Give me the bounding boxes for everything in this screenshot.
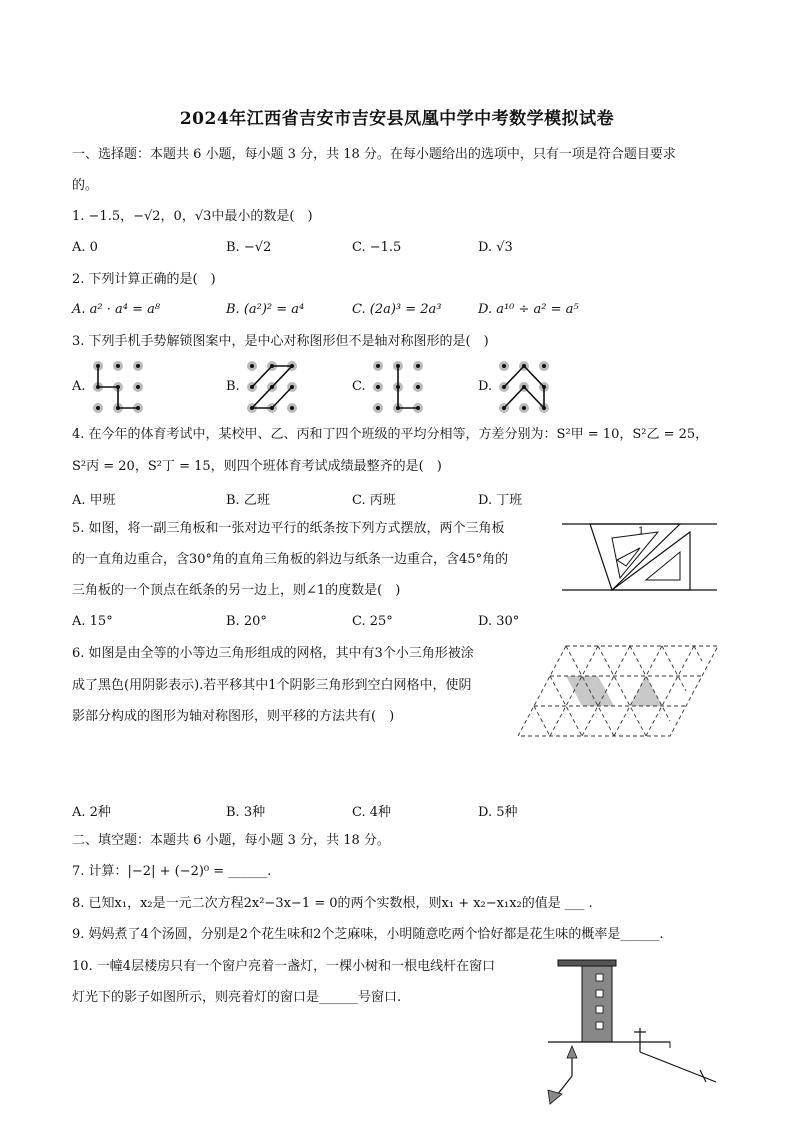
q6-stem-line3: 影部分构成的图形为轴对称图形，则平移的方法共有( )	[72, 709, 395, 724]
q2-option-c: C. (2a)³ = 2a³	[352, 302, 442, 317]
q1-option-c: C. −1.5	[352, 240, 402, 255]
q4-option-d: D. 丁班	[478, 493, 523, 508]
section1-heading-line2: 的。	[72, 178, 99, 193]
q5-triangle-rulers-figure	[562, 518, 722, 594]
q6-stem-line2: 成了黑色(用阴影表示).若平移其中1个阴影三角形到空白网格中，使阴	[72, 678, 472, 693]
q6-options	[72, 801, 672, 819]
q1-option-b: B. −√2	[226, 240, 272, 255]
q7-stem: 7. 计算：|−2| + (−2)⁰ = ______.	[72, 864, 272, 879]
q10-stem-line2: 灯光下的影子如图所示，则亮着灯的窗口是______号窗口.	[72, 990, 402, 1005]
q6-triangle-grid-figure	[518, 646, 724, 738]
q2-option-d: D. a¹⁰ ÷ a² = a⁵	[478, 302, 579, 317]
q6-option-d: D. 5种	[478, 805, 518, 820]
q5-option-a: A. 15°	[72, 614, 113, 629]
q3-pattern-d-figure	[494, 360, 554, 415]
q3-pattern-a-figure	[88, 360, 148, 415]
q3-option-b: B.	[226, 379, 240, 394]
q6-option-c: C. 4种	[352, 805, 392, 820]
q4-option-c: C. 丙班	[352, 493, 396, 508]
q5-option-d: D. 30°	[478, 614, 520, 629]
q3-stem: 3. 下列手机手势解锁图案中，是中心对称图形但不是轴对称图形的是( )	[72, 334, 489, 349]
section1-heading-line1: 一、选择题：本题共 6 小题，每小题 3 分，共 18 分。在每小题给出的选项中，只有一项是符合题目要求	[72, 147, 676, 162]
q9-stem: 9. 妈妈煮了4个汤圆，分别是2个花生味和2个芝麻味，小明随意吃两个恰好都是花生味的概率是______.	[72, 927, 664, 942]
section2-heading: 二、填空题：本题共 6 小题，每小题 3 分，共 18 分。	[72, 833, 390, 848]
q5-stem-line3: 三角板的一个顶点在纸条的另一边上，则∠1的度数是( )	[72, 583, 401, 598]
q4-options	[72, 489, 672, 507]
q3-pattern-c-figure	[368, 360, 428, 415]
q2-option-a: A. a² · a⁴ = a⁸	[72, 302, 161, 317]
q2-options	[72, 302, 672, 320]
q1-options	[72, 240, 672, 258]
q3-pattern-b-figure	[242, 360, 302, 415]
q1-stem: 1. −1.5，−√2，0，√3中最小的数是( )	[72, 209, 313, 224]
q10-building-shadow-figure	[540, 958, 720, 1108]
q5-options	[72, 614, 672, 632]
q3-option-c: C.	[352, 379, 366, 394]
q5-option-c: C. 25°	[352, 614, 393, 629]
q2-option-b: B. (a²)² = a⁴	[226, 302, 305, 317]
q4-option-a: A. 甲班	[72, 493, 116, 508]
q8-stem: 8. 已知x₁，x₂是一元二次方程2x²−3x−1 = 0的两个实数根，则x₁ + x₂−x₁x₂的值是 ___ .	[72, 896, 593, 911]
q5-stem-line2: 的一直角边重合，含30°角的直角三角板的斜边与纸条一边重合，含45°角的	[72, 552, 509, 567]
q6-stem-line1: 6. 如图是由全等的小等边三角形组成的网格，其中有3个小三角形被涂	[72, 646, 474, 661]
q5-angle-label: 1	[638, 526, 645, 537]
q5-stem-line1: 5. 如图，将一副三角板和一张对边平行的纸条按下列方式摆放，两个三角板	[72, 521, 505, 536]
q6-option-a: A. 2种	[72, 805, 111, 820]
q4-stem-line2: S²丙 = 20，S²丁 = 15，则四个班体育考试成绩最整齐的是( )	[72, 459, 442, 474]
q3-option-d: D.	[478, 379, 493, 394]
q1-option-a: A. 0	[72, 240, 98, 255]
q10-stem-line1: 10. 一幢4层楼房只有一个窗户亮着一盏灯，一棵小树和一根电线杆在窗口	[72, 959, 496, 974]
q5-option-b: B. 20°	[226, 614, 267, 629]
q4-stem-line1: 4. 在今年的体育考试中，某校甲、乙、丙和丁四个班级的平均分相等，方差分别为：S²甲 = 10，S²乙 = 25，	[72, 427, 709, 442]
q6-option-b: B. 3种	[226, 805, 266, 820]
q3-option-a: A.	[72, 379, 86, 394]
q2-stem: 2. 下列计算正确的是( )	[72, 272, 216, 287]
q4-option-b: B. 乙班	[226, 493, 270, 508]
q1-option-d: D. √3	[478, 240, 513, 255]
page-title: 2024年江西省吉安市吉安县凤凰中学中考数学模拟试卷	[179, 109, 615, 129]
